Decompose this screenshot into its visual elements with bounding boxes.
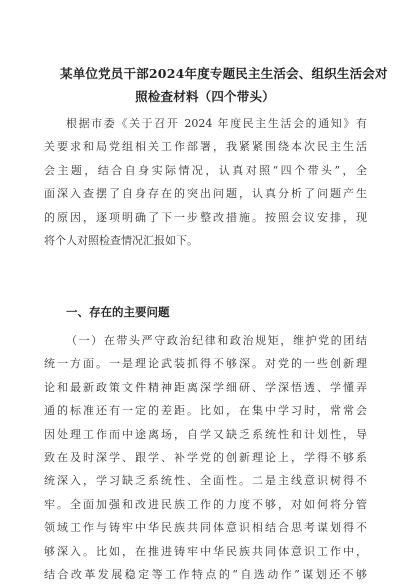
paragraph-line: 的原因，逐项明确了下一步整改措施。按照会议安排，现 xyxy=(44,210,367,224)
paragraph-line: 将个人对照检查情况汇报如下。 xyxy=(44,234,198,248)
paragraph-line: 领域工作与铸牢中华民族共同体意识相结合思考谋划得不 xyxy=(44,521,367,535)
paragraph-line: （一）在带头严守政治纪律和政治规矩，维护党的团结 xyxy=(66,334,367,347)
paragraph-line: 因处理工作而中途离场，自学又缺乏系统性和计划性，导 xyxy=(44,427,367,441)
paragraph-line: 致在及时深学、跟学、补学党的创新理论上，学得不够系 xyxy=(44,451,367,465)
paragraph-line: 够深入。比如，在推进铸牢中华民族共同体意识工作中， xyxy=(44,544,367,558)
title-line-1: 某单位党员干部2024年度专题民主生活会、组织生活会对 xyxy=(60,66,388,81)
paragraph-line: 关要求和局党组相关工作部署，我紧紧围绕本次民主生活 xyxy=(44,140,367,154)
section-heading: 一、存在的主要问题 xyxy=(66,305,170,319)
paragraph-line: 通的标准还有一定的差距。比如，在集中学习时，常常会 xyxy=(44,404,367,418)
paragraph-line: 结合改革发展稳定等工作特点的“自选动作”谋划还不够 xyxy=(44,568,367,582)
paragraph-line: 根据市委《关于召开 2024 年度民主生活会的通知》有 xyxy=(66,117,367,130)
paragraph-line: 统深入，学习缺乏系统性、全面性。二是主线意识树得不 xyxy=(44,474,367,488)
paragraph-line: 面深入查摆了自身存在的突出问题，认真分析了问题产生 xyxy=(44,187,367,201)
paragraph-line: 论和最新政策文件精神距离深学细研、学深悟透、学懂弄 xyxy=(44,380,367,394)
document-title xyxy=(60,62,388,108)
paragraph-line: 会主题，结合自身实际情况，认真对照“四个带头”，全 xyxy=(44,163,367,177)
title-line-2: 照检查材料（四个带头） xyxy=(135,89,275,104)
intro-paragraph xyxy=(44,112,367,252)
paragraph-line: 统一方面。一是理论武装抓得不够深。对党的一些创新理 xyxy=(44,357,367,371)
paragraph-line: 牢。全面加强和改进民族工作的力度不够，对如何将分管 xyxy=(44,497,367,511)
section-paragraph xyxy=(44,329,367,586)
